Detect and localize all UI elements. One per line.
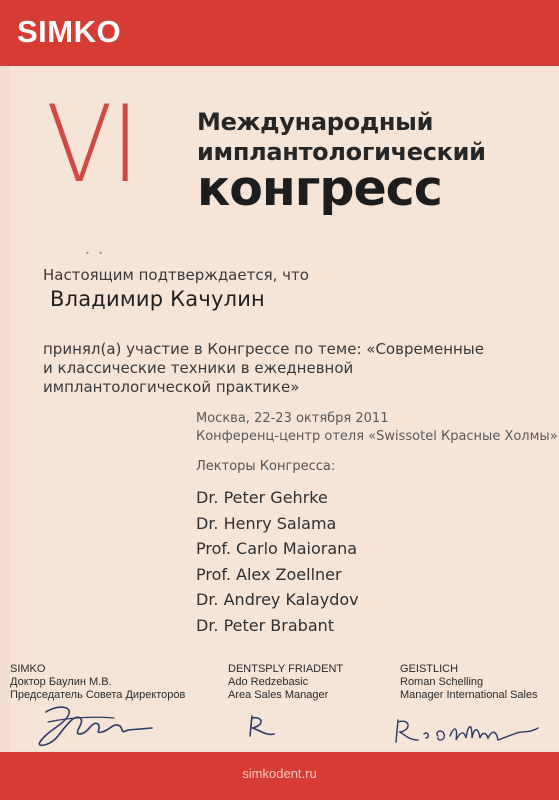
signatory-name: Ado Redzebasic: [228, 676, 309, 688]
signatory-name: Roman Schelling: [400, 676, 484, 688]
lecturer-item: Prof. Carlo Maiorana: [196, 539, 358, 558]
decor-dots: • •: [85, 249, 106, 258]
signatory-name: Доктор Баулин М.В.: [10, 676, 112, 688]
topic-line: и классические техники в ежедневной: [43, 359, 354, 377]
signatory-dentsply: [228, 663, 343, 702]
congress-title-line2: имплантологический: [197, 138, 486, 166]
lecturer-item: Dr. Henry Salama: [196, 513, 337, 533]
event-venue: Конференц-центр отеля «Swissotel Красные Холмы»: [196, 429, 558, 444]
lecturer-item: Prof. Alex Zoellner: [196, 564, 342, 584]
lecturers-label: Лекторы Конгресса:: [196, 459, 336, 474]
topic-line: имплантологической практике»: [43, 378, 300, 396]
topic-line: принял(а) участие в Конгрессе по теме: «Современные: [43, 340, 484, 358]
lecturers-list: [196, 485, 359, 638]
lecturer-item: Dr. Peter Brabant: [196, 615, 335, 635]
lecturer-item: Dr. Peter Gehrke: [196, 488, 328, 507]
handwritten-signature-icon: [388, 712, 548, 752]
signatory-role: Председатель Совета Директоров: [10, 689, 186, 701]
website-link: simkodent.ru: [242, 766, 317, 781]
signatory-company: DENTSPLY FRIADENT: [228, 663, 344, 675]
signatory-role: Manager International Sales: [400, 689, 538, 701]
congress-title-line1: Международный: [197, 108, 434, 136]
topic-paragraph: [43, 340, 513, 397]
event-date: Москва, 22-23 октября 2011: [196, 411, 389, 426]
congress-numeral: VI: [46, 83, 138, 206]
signatory-role: Area Sales Manager: [228, 689, 329, 701]
lecturer-item: Dr. Andrey Kalaydov: [196, 590, 359, 609]
handwritten-signature-icon: [28, 700, 168, 752]
signatory-company: GEISTLICH: [400, 663, 459, 675]
participant-name: Владимир Качулин: [50, 287, 265, 311]
confirmation-text: Настоящим подтверждается, что: [43, 266, 309, 284]
signatory-geistlich: [400, 663, 538, 702]
signatory-simko: [10, 663, 185, 702]
simko-logo: SIMKO: [17, 14, 122, 49]
signatory-company: SIMKO: [10, 663, 46, 675]
event-place: [196, 410, 558, 446]
congress-title-line3: конгресс: [197, 160, 442, 217]
handwritten-signature-icon: [240, 712, 290, 742]
